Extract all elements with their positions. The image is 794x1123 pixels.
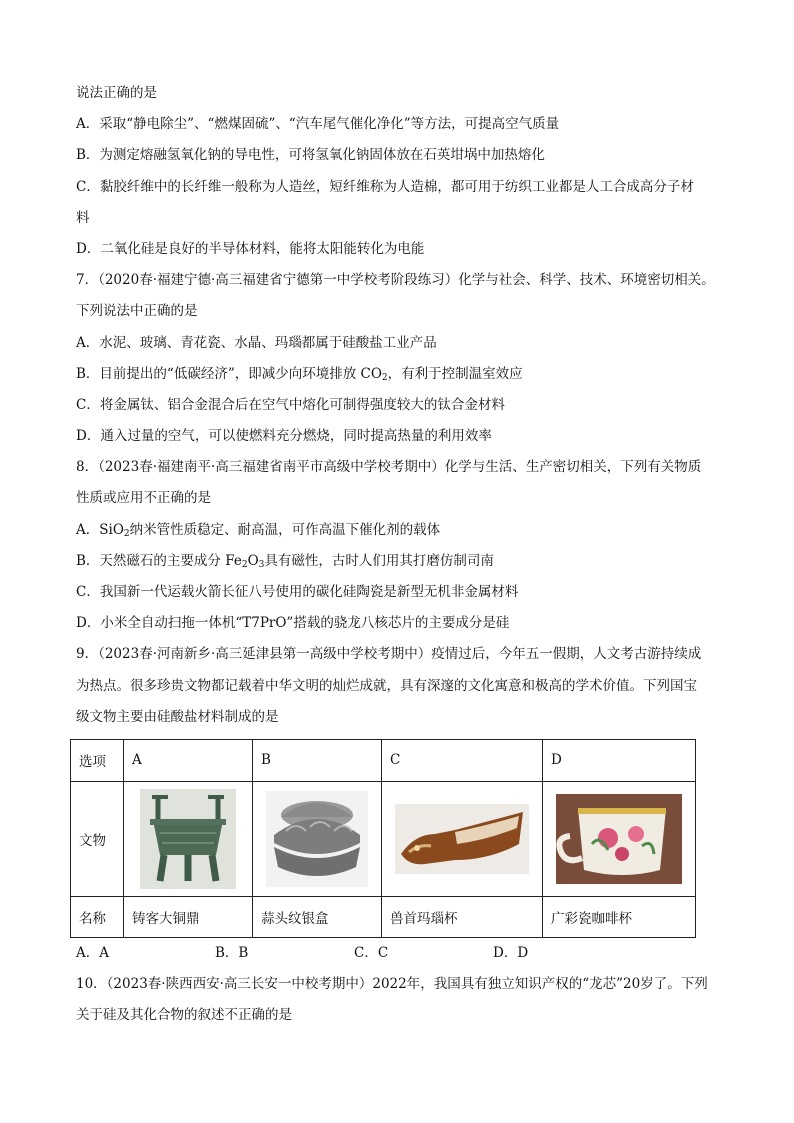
row-label-option: 选项: [71, 739, 124, 781]
col-header-b: B: [253, 739, 382, 781]
q8-b-subscript-1: 2: [241, 559, 248, 570]
q7-option-d: D．通入过量的空气，可以使燃料充分燃烧，同时提高热量的利用效率: [76, 428, 492, 445]
silver-box-image: [266, 791, 368, 887]
q6-option-d: D．二氧化硅是良好的半导体材料，能将太阳能转化为电能: [76, 240, 425, 257]
q9-stem-line1: 9．（2023春·河南新乡·高三延津县第一高级中学校考期中）疫情过后，今年五一假期，人文考古游持续成: [76, 646, 702, 663]
relic-name-a: 铸客大铜鼎: [124, 896, 253, 937]
q6-option-a: A．采取“静电除尘”、“燃煤固硫”、“汽车尾气催化净化”等方法，可提高空气质量: [76, 116, 560, 133]
q8-b-text: B．天然磁石的主要成分 Fe: [76, 552, 242, 569]
relic-cell-d: [543, 781, 696, 896]
q9-choice-d: D．D: [493, 944, 529, 961]
q9-choice-b: B．B: [215, 944, 249, 961]
q9-choice-a: A．A: [76, 944, 109, 961]
relic-cell-c: [382, 781, 543, 896]
q7-b-subscript: 2: [381, 372, 388, 383]
q7-option-c: C．将金属钛、铝合金混合后在空气中熔化可制得强度较大的钛合金材料: [76, 396, 505, 413]
row-label-name: 名称: [71, 896, 124, 937]
col-header-d: D: [543, 739, 696, 781]
bronze-ding-image: [140, 789, 236, 889]
relic-name-d: 广彩瓷咖啡杯: [543, 896, 696, 937]
q8-option-a: [76, 515, 726, 546]
q10-stem-line1: 10．（2023春·陕西西安·高三长安一中校考期中）2022年，我国具有独立知识产权的“龙芯”20岁了。下列: [76, 975, 708, 992]
q8-b-text-end: 具有磁性，古时人们用其打磨仿制司南: [264, 552, 494, 569]
q8-a-text: A．SiO: [76, 521, 124, 538]
q8-b-subscript-2: 3: [258, 559, 265, 570]
q9-choices: [76, 938, 726, 969]
q8-a-subscript: 2: [123, 528, 130, 539]
q7-option-a: A．水泥、玻璃、青花瓷、水晶、玛瑙都属于硅酸盐工业产品: [76, 334, 437, 351]
q6-option-b: B．为测定熔融氢氧化钠的导电性，可将氢氧化钠固体放在石英坩埚中加热熔化: [76, 147, 545, 164]
q8-stem-line2: 性质或应用不正确的是: [76, 490, 211, 507]
agate-cup-image: [395, 804, 529, 874]
q10-stem-line2: 关于硅及其化合物的叙述不正确的是: [76, 1007, 292, 1024]
q7-option-b: [76, 359, 726, 390]
q7-stem-line1: 7．（2020春·福建宁德·高三福建省宁德第一中学校考阶段练习）化学与社会、科学、技术、环境密切相关。: [76, 272, 715, 289]
relic-name-c: 兽首玛瑙杯: [382, 896, 543, 937]
q9-stem-line3: 级文物主要由硅酸盐材料制成的是: [76, 708, 279, 725]
q9-choice-c: C．C: [354, 944, 389, 961]
table-row-options: [71, 739, 696, 781]
q8-stem-line1: 8．（2023春·福建南平·高三福建省南平市高级中学校考期中）化学与生活、生产密切相关，下列有关物质: [76, 459, 702, 476]
porcelain-cup-image: [556, 794, 682, 884]
q7-stem-line2: 下列说法中正确的是: [76, 303, 198, 320]
col-header-c: C: [382, 739, 543, 781]
q8-a-text-end: 纳米管性质稳定、耐高温，可作高温下催化剂的载体: [129, 521, 441, 538]
q9-stem-line2: 为热点。很多珍贵文物都记载着中华文明的灿烂成就，具有深邃的文化寓意和极高的学术价值。下列国宝: [76, 677, 697, 694]
row-label-relic: 文物: [71, 781, 124, 896]
q8-option-c: C．我国新一代运载火箭长征八号使用的碳化硅陶瓷是新型无机非金属材料: [76, 584, 519, 600]
q6-option-c-line2: 料: [76, 209, 90, 226]
q7-b-text-end: ，有利于控制温室效应: [387, 365, 523, 382]
q8-b-oxygen: O: [247, 552, 259, 569]
table-row-names: [71, 896, 696, 937]
relics-table: [70, 739, 696, 938]
relic-cell-a: [124, 781, 253, 896]
document-page: [76, 78, 726, 1031]
q7-b-text: B．目前提出的“低碳经济”，即减少向环境排放 CO: [76, 365, 382, 382]
relic-cell-b: [253, 781, 382, 896]
table-row-relics: [71, 781, 696, 896]
q8-option-b: [76, 546, 726, 577]
q6-stem-tail: 说法正确的是: [76, 85, 157, 101]
relic-name-b: 蒜头纹银盒: [253, 896, 382, 937]
q6-option-c-line1: C．黏胶纤维中的长纤维一般称为人造丝，短纤维称为人造棉，都可用于纺织工业都是人工合成高分子材: [76, 178, 694, 195]
q8-option-d: D．小米全自动扫拖一体机“T7PrO”搭载的骁龙八核芯片的主要成分是硅: [76, 615, 510, 632]
col-header-a: A: [124, 739, 253, 781]
